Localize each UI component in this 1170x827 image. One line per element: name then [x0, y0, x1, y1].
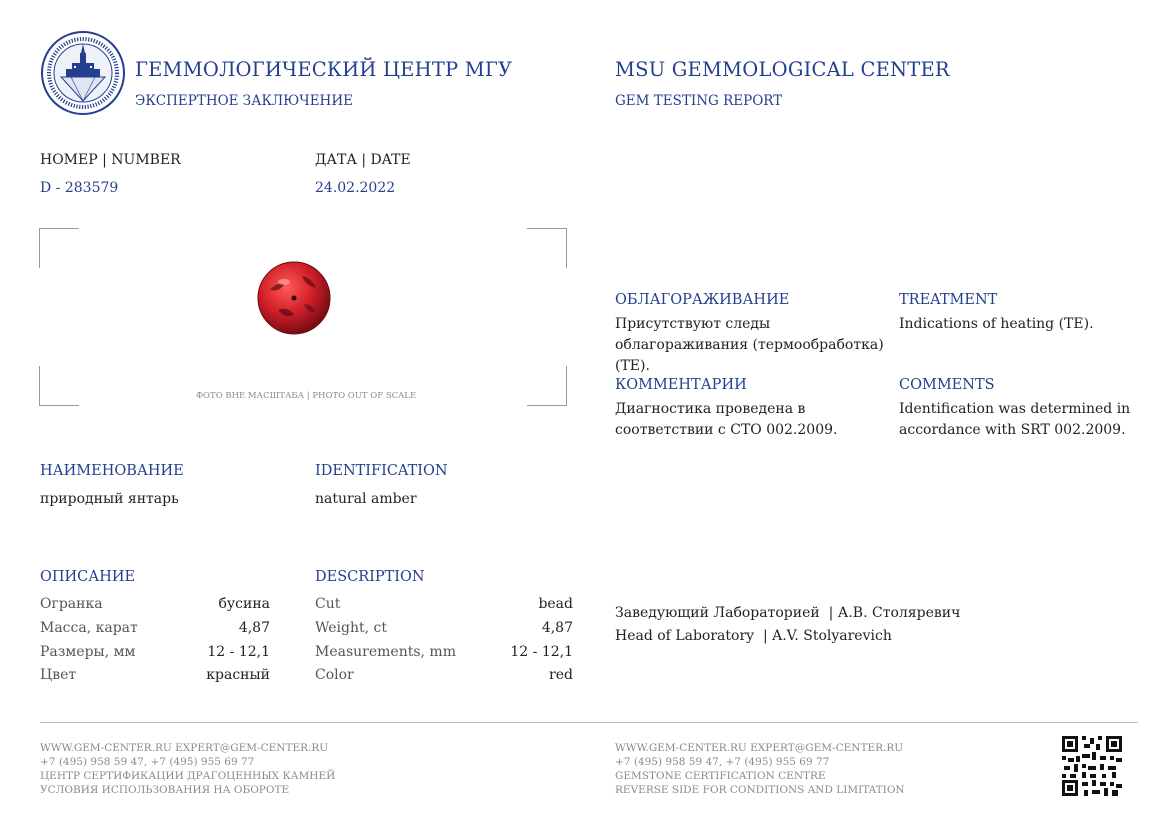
- description-row-ru: [40, 596, 270, 612]
- signature-en: Head of Laboratory | A.V. Stolyarevich: [615, 628, 892, 644]
- header-title-ru: ГЕММОЛОГИЧЕСКИЙ ЦЕНТР МГУ: [135, 58, 513, 81]
- row-value: 4,87: [541, 620, 573, 636]
- row-value: красный: [206, 667, 270, 683]
- row-key: Огранка: [40, 596, 103, 612]
- row-key: Color: [315, 667, 354, 683]
- footer-line: +7 (495) 958 59 47, +7 (495) 955 69 77: [615, 756, 830, 768]
- description-row-en: [315, 620, 573, 636]
- row-key: Weight, ct: [315, 620, 387, 636]
- description-row-ru: [40, 620, 270, 636]
- identification-value-ru: природный янтарь: [40, 491, 179, 507]
- row-value: 4,87: [238, 620, 270, 636]
- description-label-en: DESCRIPTION: [315, 569, 425, 585]
- treatment-text-ru: Присутствуют следы облагораживания (термообработка) (TE).: [615, 316, 884, 374]
- footer-line: +7 (495) 958 59 47, +7 (495) 955 69 77: [40, 756, 255, 768]
- treatment-text-en: Indications of heating (TE).: [899, 316, 1094, 332]
- date-value: 24.02.2022: [315, 180, 396, 196]
- description-row-en: [315, 667, 573, 683]
- number-value: D - 283579: [40, 180, 119, 196]
- photo-frame-corner-bl: [39, 366, 79, 406]
- footer-divider: [40, 722, 1138, 723]
- description-row-ru: [40, 667, 270, 683]
- row-value: 12 - 12,1: [510, 644, 573, 660]
- header-subtitle-ru: ЭКСПЕРТНОЕ ЗАКЛЮЧЕНИЕ: [135, 93, 353, 109]
- row-key: Размеры, мм: [40, 644, 136, 660]
- treatment-label-en: TREATMENT: [899, 292, 998, 308]
- header-title-en: MSU GEMMOLOGICAL CENTER: [615, 58, 950, 81]
- comments-text-en: Identification was determined in accordance with SRT 002.2009.: [899, 401, 1131, 438]
- footer-line: WWW.GEM-CENTER.RU EXPERT@GEM-CENTER.RU: [615, 742, 904, 754]
- footer-ru: [40, 741, 335, 797]
- description-row-ru: [40, 644, 270, 660]
- row-value: red: [549, 667, 573, 683]
- description-row-en: [315, 644, 573, 660]
- photo-frame-corner-tr: [527, 228, 567, 268]
- photo-caption: ФОТО ВНЕ МАСШТАБА | PHOTO OUT OF SCALE: [196, 391, 417, 401]
- photo-frame-corner-tl: [39, 228, 79, 268]
- comments-label-en: COMMENTS: [899, 377, 995, 393]
- footer-line: GEMSTONE CERTIFICATION CENTRE: [615, 770, 826, 782]
- row-value: 12 - 12,1: [207, 644, 270, 660]
- gem-photo: [256, 260, 332, 336]
- row-value: bead: [538, 596, 573, 612]
- photo-frame-corner-br: [527, 366, 567, 406]
- row-value: бусина: [218, 596, 270, 612]
- signature-ru: Заведующий Лабораторией | А.В. Столяревич: [615, 605, 961, 621]
- identification-label-en: IDENTIFICATION: [315, 463, 448, 479]
- footer-en: [615, 741, 905, 797]
- footer-line: ЦЕНТР СЕРТИФИКАЦИИ ДРАГОЦЕННЫХ КАМНЕЙ: [40, 770, 336, 782]
- footer-line: УСЛОВИЯ ИСПОЛЬЗОВАНИЯ НА ОБОРОТЕ: [40, 784, 290, 796]
- qr-code-icon: [1062, 736, 1122, 796]
- identification-value-en: natural amber: [315, 491, 417, 507]
- description-label-ru: ОПИСАНИЕ: [40, 569, 136, 585]
- row-key: Масса, карат: [40, 620, 138, 636]
- footer-line: REVERSE SIDE FOR CONDITIONS AND LIMITATION: [615, 784, 905, 796]
- row-key: Cut: [315, 596, 341, 612]
- footer-line: WWW.GEM-CENTER.RU EXPERT@GEM-CENTER.RU: [40, 742, 329, 754]
- date-label: ДАТА | DATE: [315, 152, 411, 168]
- row-key: Цвет: [40, 667, 77, 683]
- comments-label-ru: КОММЕНТАРИИ: [615, 377, 747, 393]
- row-key: Measurements, mm: [315, 644, 456, 660]
- comments-text-ru: Диагностика проведена в соответствии с СТО 002.2009.: [615, 401, 838, 438]
- identification-label-ru: НАИМЕНОВАНИЕ: [40, 463, 184, 479]
- description-row-en: [315, 596, 573, 612]
- header-subtitle-en: GEM TESTING REPORT: [615, 93, 783, 109]
- number-label: НОМЕР | NUMBER: [40, 152, 181, 168]
- msu-logo: [41, 31, 125, 115]
- treatment-label-ru: ОБЛАГОРАЖИВАНИЕ: [615, 292, 790, 308]
